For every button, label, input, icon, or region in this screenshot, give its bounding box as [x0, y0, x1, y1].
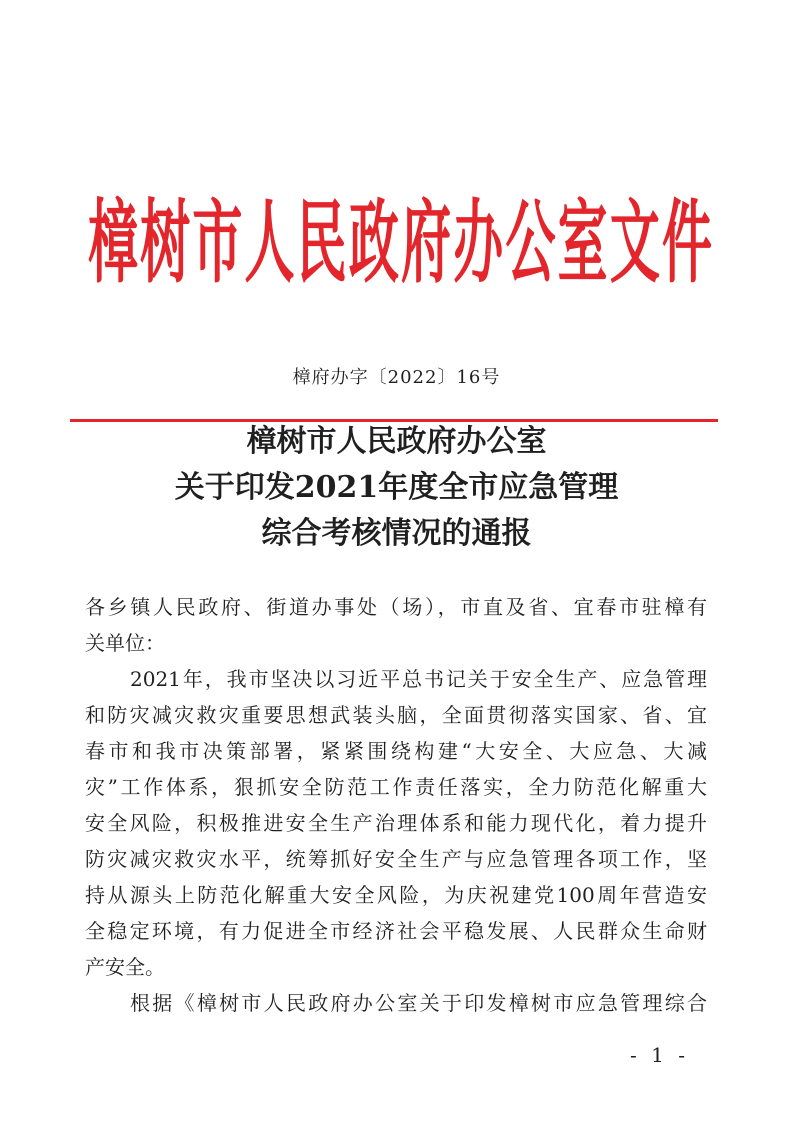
- salutation-line: 关单位：: [85, 631, 165, 655]
- paragraph-1-line: 灾”工作体系，狠抓安全防范工作责任落实，全力防范化解重大: [85, 775, 707, 799]
- paragraph-1-line: 持从源头上防范化解重大安全风险，为庆祝建党100周年营造安: [85, 883, 707, 907]
- salutation-line: 各乡镇人民政府、街道办事处（场），市直及省、宜春市驻樟有: [85, 595, 707, 619]
- paragraph-1-line: 安全风险，积极推进安全生产治理体系和能力现代化，着力提升: [85, 811, 707, 835]
- paragraph-1-line: 全稳定环境，有力促进全市经济社会平稳发展、人民群众生命财: [85, 919, 707, 943]
- document-number: 樟府办字〔2022〕16号: [292, 367, 501, 388]
- notice-title-line: 樟树市人民政府办公室: [246, 424, 547, 459]
- document-body: [0, 589, 793, 1021]
- notice-title: [0, 419, 793, 557]
- paragraph-1-line: 产安全。: [85, 955, 165, 979]
- issuer-red-header: 樟树市人民政府办公室文件: [88, 188, 712, 295]
- paragraph-1-line: 防灾减灾救灾水平，统筹抓好安全生产与应急管理各项工作，坚: [85, 847, 707, 871]
- paragraph-2-line: 根据《樟树市人民政府办公室关于印发樟树市应急管理综合: [130, 991, 707, 1015]
- page-number: - 1 -: [630, 1043, 689, 1067]
- notice-title-line: 关于印发2021年度全市应急管理: [174, 470, 619, 505]
- paragraph-1-line: 春市和我市决策部署，紧紧围绕构建“大安全、大应急、大减: [85, 739, 707, 763]
- notice-title-line: 综合考核情况的通报: [261, 516, 532, 551]
- paragraph-1-line: 和防灾减灾救灾重要思想武装头脑，全面贯彻落实国家、省、宜: [85, 703, 707, 727]
- paragraph-1-line: 2021年，我市坚决以习近平总书记关于安全生产、应急管理: [130, 667, 707, 691]
